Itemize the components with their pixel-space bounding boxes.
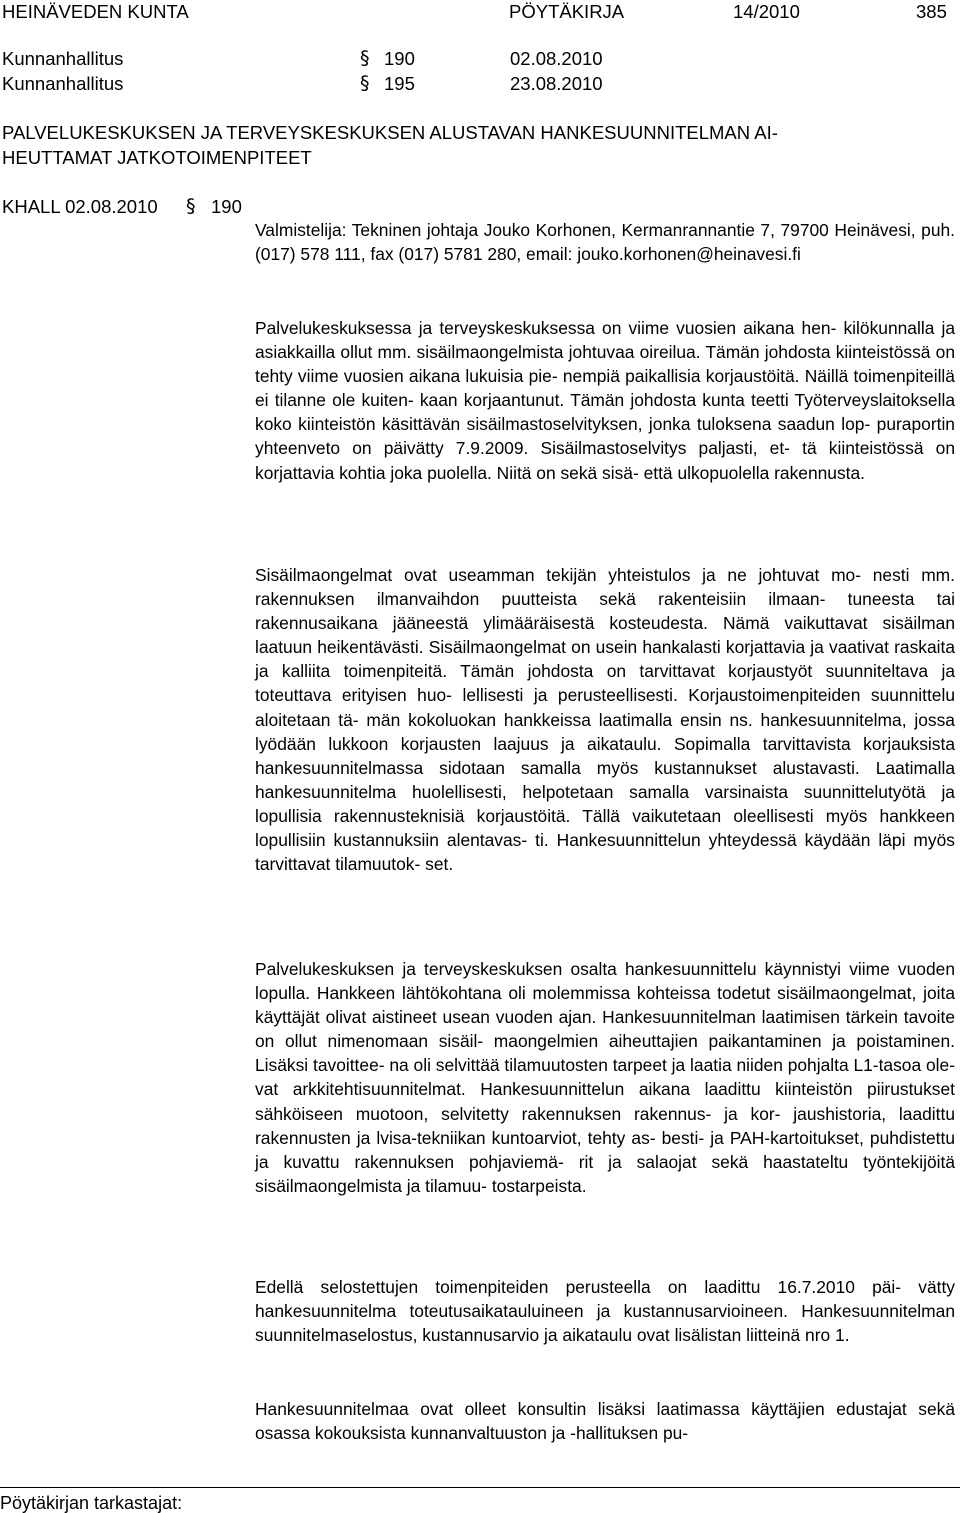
text-line: kiinteistön käsittävän sisäilmastoselvityksen, jonka tuloksena saadun lop- (298, 414, 871, 435)
text-line: Tämän johdosta kiinteistössä on tehty viime vuosien aikana lukuisia pie- (255, 342, 955, 387)
section-symbol: § (360, 72, 370, 94)
title-line: PALVELUKESKUKSEN JA TERVEYSKESKUKSEN ALUSTAVAN HANKESUUNNITELMAN AI- (2, 122, 778, 143)
text-line: Sisäilmaongelmat ovat useamman tekijän yhteistulos ja ne johtuvat mo- (255, 565, 862, 585)
title-line: HEUTTAMAT JATKOTOIMENPITEET (2, 147, 312, 168)
text-line: tuneesta tai rakennusaikana jääneestä ylimääräisestä kosteudesta. Nämä (255, 589, 955, 634)
khall-section: 190 (211, 196, 242, 217)
section-symbol: § (360, 47, 370, 69)
text-line: lisälistan liitteinä nro 1. (674, 1325, 850, 1346)
meeting-body: Kunnanhallitus (2, 48, 124, 69)
text-line: set. (425, 854, 454, 875)
text-line: alustavasti. Laatimalla hankesuunnitelma huolellisesti, helpotetaan samalla (255, 757, 955, 802)
meeting-section: 190 (384, 48, 415, 69)
text-line: Edellä selostettujen toimenpiteiden perusteella on laadittu 16.7.2010 päi- (255, 1277, 902, 1297)
text-line: jouko.korhonen@heinavesi.fi (577, 244, 801, 265)
text-line: tä kiinteistössä on korjattavia kohtia joka puolella. Niitä on sekä sisä- että (255, 438, 955, 483)
text-line: besti- ja PAH-kartoitukset, puhdistettu ja kuvattu rakennuksen pohjaviemä- (255, 1127, 955, 1172)
text-line: kaan korjaantunut. Tämän johdosta kunta teetti Työterveyslaitoksella koko (255, 390, 955, 435)
text-line: Hankesuunnitelman suunnitelmaselostus, kustannusarvio ja aikataulu ovat (255, 1301, 955, 1346)
text-line: maongelmien aiheuttajien paikantaminen ja poistaminen. Lisäksi tavoittee- (255, 1031, 955, 1076)
issue-number: 14/2010 (733, 1, 800, 22)
text-line: puraportin yhteenveto on päivätty 7.9.2009. Sisäilmastoselvitys paljasti, et- (255, 414, 955, 459)
text-line: rit ja salaojat sekä haastateltu työntekijöitä sisäilmaongelmista ja tilamuu- (255, 1151, 955, 1196)
text-line: todetut sisäilmaongelmat, joita käyttäjät olivat aistineet usean vuoden ajan. (255, 983, 956, 1028)
footer-divider (0, 1487, 960, 1488)
paragraph-indoor-air (255, 563, 955, 876)
text-line: nesti mm. rakennuksen ilmanvaihdon puutteista sekä rakenteisiin ilmaan- (255, 565, 956, 610)
text-line: Palvelukeskuksen ja terveyskeskuksen osalta hankesuunnittelu käynnistyi (255, 959, 850, 979)
text-line: viime vuoden lopulla. Hankkeen lähtökohtana oli molemmissa kohteissa (255, 959, 955, 1004)
text-line: Hankesuunnitelman laatimisen tärkein tavoite on ollut nimenomaan sisäil- (255, 1007, 956, 1052)
paragraph-plan-drafted (255, 1275, 955, 1347)
text-line: na oli selvittää tilamuutosten tarpeet ja laatia niiden pohjalta L1-tasoa ole- (389, 1055, 955, 1076)
text-line: tostarpeista. (491, 1175, 587, 1196)
paragraph-participants (255, 1397, 955, 1445)
text-line: lellisesti ja perusteellisesti. Korjaustoimenpiteiden suunnittelu aloitetaan tä- (255, 685, 955, 730)
text-line: Heinävesi, puh. (017) 578 111, fax (017) 5781 280, email: (255, 220, 956, 265)
text-line: Palvelukeskuksessa ja terveyskeskuksessa on viime vuosien aikana hen- (255, 318, 837, 338)
text-line: nempiä paikallisia korjaustöitä. Näillä toimenpiteillä ei tilanne ole kuiten- (255, 366, 955, 411)
municipality-name: HEINÄVEDEN KUNTA (2, 1, 189, 22)
document-type: PÖYTÄKIRJA (509, 1, 625, 22)
text-line: johdosta on tarvittavat korjaustyöt suunniteltava ja toteuttava erityisen huo- (255, 661, 955, 706)
text-line: korjauksista hankesuunnitelmassa sidotaan samalla myös kustannukset (255, 733, 955, 778)
section-symbol: § (186, 195, 196, 217)
footer-inspectors-label: Pöytäkirjan tarkastajat: (0, 1493, 183, 1513)
text-line: jaushistoria, laadittu rakennusten ja lvisa-tekniikan kuntoarviot, tehty as- (255, 1103, 955, 1148)
text-line: vaikutetaan oleellisesti myös hankkeen lopullisiin kustannuksiin alentavas- (255, 805, 955, 851)
paragraph-preparer (255, 218, 955, 266)
text-line: kilökunnalla ja asiakkailla ollut mm. sisäilmaongelmista johtuvaa oireilua. (255, 318, 955, 363)
text-line: hankalasti korjattavia ja vaativat raskaita ja kalliita toimenpiteitä. Tämän (255, 637, 955, 682)
text-line: ulkopuolella rakennusta. (677, 462, 865, 483)
paragraph-background (255, 316, 955, 485)
meeting-body: Kunnanhallitus (2, 73, 124, 94)
text-line: vat arkkitehtisuunnitelmat. Hankesuunnittelun aikana laadittu kiinteistön (255, 1079, 868, 1100)
khall-reference: KHALL 02.08.2010 (2, 196, 158, 217)
text-line: Valmistelija: Tekninen johtaja Jouko Korhonen, Kermanrannantie 7, 79700 (255, 220, 835, 240)
paragraph-planning (255, 957, 955, 1198)
meeting-section: 195 (384, 73, 415, 94)
text-line: Hankesuunnitelmaa ovat olleet konsultin lisäksi laatimassa käyttäjien (255, 1399, 837, 1419)
text-line: ti. Hankesuunnittelun yhteydessä käydään läpi myös tarvittavat tilamuutok- (255, 830, 955, 875)
meeting-date: 23.08.2010 (510, 73, 603, 94)
text-line: edustajat sekä osassa kokouksista kunnanvaltuuston ja -hallituksen pu- (255, 1399, 955, 1444)
text-line: vaikuttavat sisäilman laatuun heikentävästi. Sisäilmaongelmat on usein (255, 613, 955, 658)
text-line: varsinaista suunnittelutyötä ja lopullisia rakennusteknisiä korjaustöitä. Tällä (255, 781, 955, 826)
text-line: piirustukset sähköiseen muotoon, selvitetty rakennuksen rakennus- ja kor- (255, 1079, 955, 1124)
text-line: män kokoluokan hankkeissa laatimalla ensin ns. hankesuunnitelma, jossa (366, 709, 955, 730)
text-line: lyödään lukkoon korjausten laajuus ja aikataulu. Sopimalla tarvittavista (255, 733, 864, 754)
meeting-date: 02.08.2010 (510, 48, 603, 69)
text-line: vätty hankesuunnitelma toteutusaikatauluineen ja kustannusarvioineen. (255, 1277, 955, 1322)
page-number: 385 (916, 1, 947, 22)
